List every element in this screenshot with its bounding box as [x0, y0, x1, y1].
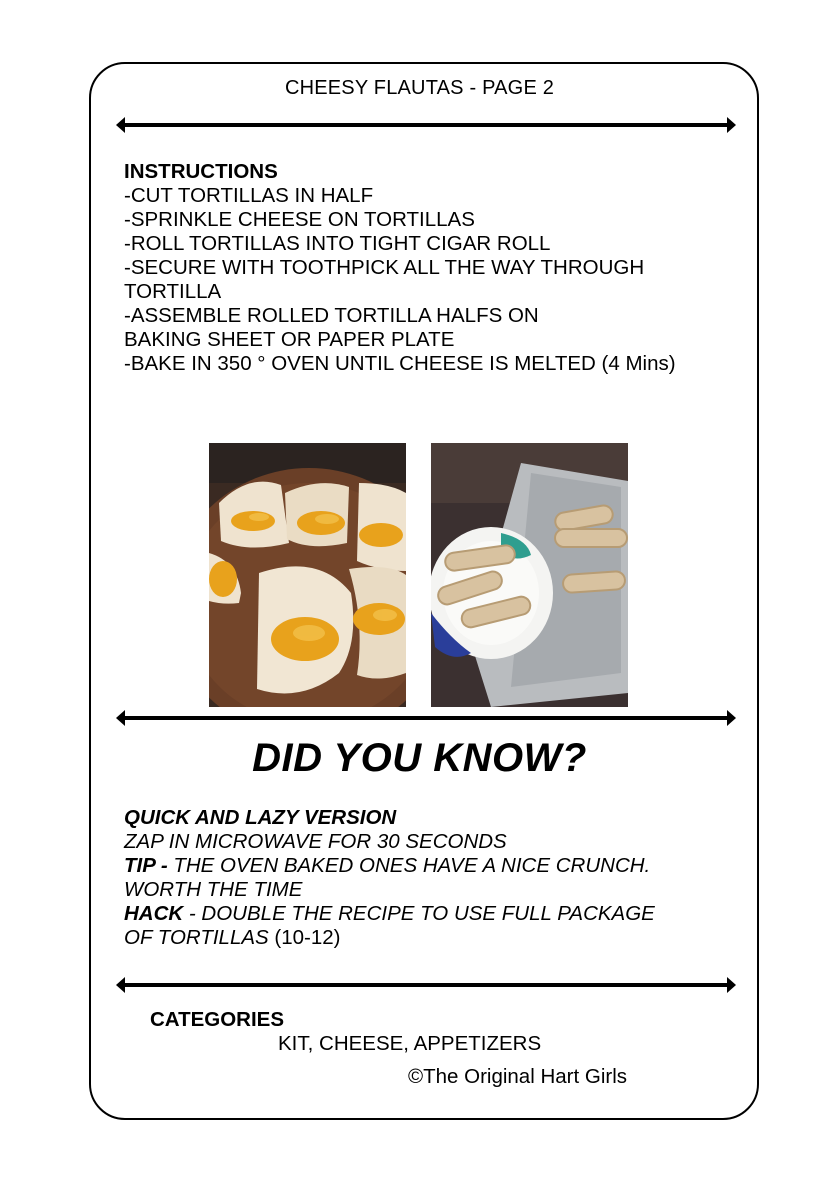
quick-heading: QUICK AND LAZY VERSION: [124, 806, 397, 829]
quick-text: ZAP IN MICROWAVE FOR 30 SECONDS: [124, 830, 507, 853]
hack-text-continued: OF TORTILLAS: [124, 926, 269, 949]
page-title: CHEESY FLAUTAS - PAGE 2: [284, 77, 555, 99]
hack-count: (10-12): [268, 926, 341, 949]
copyright-text: ©The Original Hart Girls: [408, 1065, 628, 1088]
tips-section: [124, 806, 734, 950]
instructions-section: [124, 160, 734, 376]
instruction-step: -ASSEMBLE ROLLED TORTILLA HALFS ON: [124, 304, 539, 327]
instruction-step: -CUT TORTILLAS IN HALF: [124, 184, 374, 207]
categories-heading: CATEGORIES: [150, 1008, 285, 1031]
divider-bottom: [116, 977, 736, 993]
instruction-step: BAKING SHEET OR PAPER PLATE: [124, 328, 455, 351]
instruction-step: -ROLL TORTILLAS INTO TIGHT CIGAR ROLL: [124, 232, 551, 255]
did-you-know-title: DID YOU KNOW?: [252, 736, 587, 780]
instruction-step: -BAKE IN 350 ° OVEN UNTIL CHEESE IS MELTED (4 Mins): [124, 352, 676, 375]
divider-middle: [116, 710, 736, 726]
divider-top: [116, 117, 736, 133]
instruction-step: TORTILLA: [124, 280, 222, 303]
categories-list: KIT, CHEESE, APPETIZERS: [278, 1032, 542, 1055]
hack-label: HACK: [124, 902, 184, 925]
photo-rolled-flautas: [431, 443, 628, 707]
photo-tortilla-halves: [209, 443, 406, 707]
tip-label: TIP -: [124, 854, 168, 877]
instruction-step: -SECURE WITH TOOTHPICK ALL THE WAY THROUGH: [124, 256, 645, 279]
hack-text: - DOUBLE THE RECIPE TO USE FULL PACKAGE: [183, 902, 655, 925]
instructions-heading: INSTRUCTIONS: [124, 160, 278, 183]
instruction-step: -SPRINKLE CHEESE ON TORTILLAS: [124, 208, 475, 231]
tip-text: THE OVEN BAKED ONES HAVE A NICE CRUNCH.: [167, 854, 651, 877]
tip-text-continued: WORTH THE TIME: [124, 878, 303, 901]
